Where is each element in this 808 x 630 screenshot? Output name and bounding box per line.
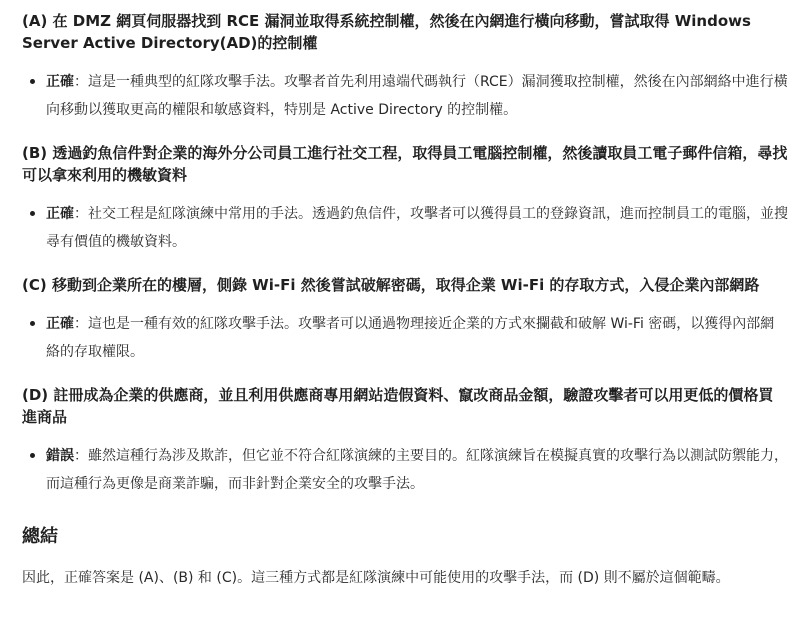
option-a-section [22, 10, 788, 124]
option-b-separator: ： [74, 206, 88, 222]
option-d-title: (D) 註冊成為企業的供應商，並且利用供應商專用網站造假資料、竄改商品金額，驗證攻擊者可以用更低的價格買進商品 [22, 386, 774, 426]
option-a-verdict: 正確 [46, 74, 74, 90]
option-d-section [22, 384, 788, 498]
option-d-explanation-text: 雖然這種行為涉及欺詐，但它並不符合紅隊演練的主要目的。紅隊演練旨在模擬真實的攻擊行為以測試防禦能力，而這種行為更像是商業詐騙，而非針對企業安全的攻擊手法。 [46, 448, 788, 492]
option-a-explanation-text: 這是一種典型的紅隊攻擊手法。攻擊者首先利用遠端代碼執行（RCE）漏洞獲取控制權，然後在內部網絡中進行橫向移動以獲取更高的權限和敏感資料，特別是 Active Directory 的控制權。 [46, 74, 788, 118]
option-d-explanation-list [22, 442, 788, 498]
summary-heading: 總結 [22, 526, 58, 547]
option-a-explanation-list [22, 68, 788, 124]
option-b-verdict: 正確 [46, 206, 74, 222]
option-c-explanation-list [22, 310, 788, 366]
option-c-section [22, 274, 788, 366]
option-b-title: (B) 透過釣魚信件對企業的海外分公司員工進行社交工程，取得員工電腦控制權，然後讀取員工電子郵件信箱，尋找可以拿來利用的機敏資料 [22, 144, 788, 184]
option-c-explanation-text: 這也是一種有效的紅隊攻擊手法。攻擊者可以通過物理接近企業的方式來攔截和破解 Wi-Fi 密碼，以獲得內部網絡的存取權限。 [46, 316, 775, 360]
option-d-explanation [26, 442, 788, 498]
option-b-explanation [26, 200, 788, 256]
option-a-separator: ： [74, 74, 88, 90]
option-d-separator: ： [74, 448, 88, 464]
summary-text: 因此，正確答案是 (A)、(B) 和 (C)。這三種方式都是紅隊演練中可能使用的攻擊手法，而 (D) 則不屬於這個範疇。 [22, 570, 730, 586]
option-c-title: (C) 移動到企業所在的樓層，側錄 Wi-Fi 然後嘗試破解密碼，取得企業 Wi-Fi 的存取方式，入侵企業內部網路 [22, 276, 760, 294]
option-a-title: (A) 在 DMZ 網頁伺服器找到 RCE 漏洞並取得系統控制權，然後在內網進行橫向移動，嘗試取得 Windows Server Active Directory(AD)的控制權 [22, 12, 751, 52]
option-b-explanation-list [22, 200, 788, 256]
option-c-verdict: 正確 [46, 316, 74, 332]
option-a-explanation [26, 68, 788, 124]
option-c-explanation [26, 310, 788, 366]
option-b-section [22, 142, 788, 256]
option-d-verdict: 錯誤 [46, 448, 74, 464]
option-b-explanation-text: 社交工程是紅隊演練中常用的手法。透過釣魚信件，攻擊者可以獲得員工的登錄資訊，進而控制員工的電腦，並搜尋有價值的機敏資料。 [46, 206, 788, 250]
option-c-separator: ： [74, 316, 88, 332]
